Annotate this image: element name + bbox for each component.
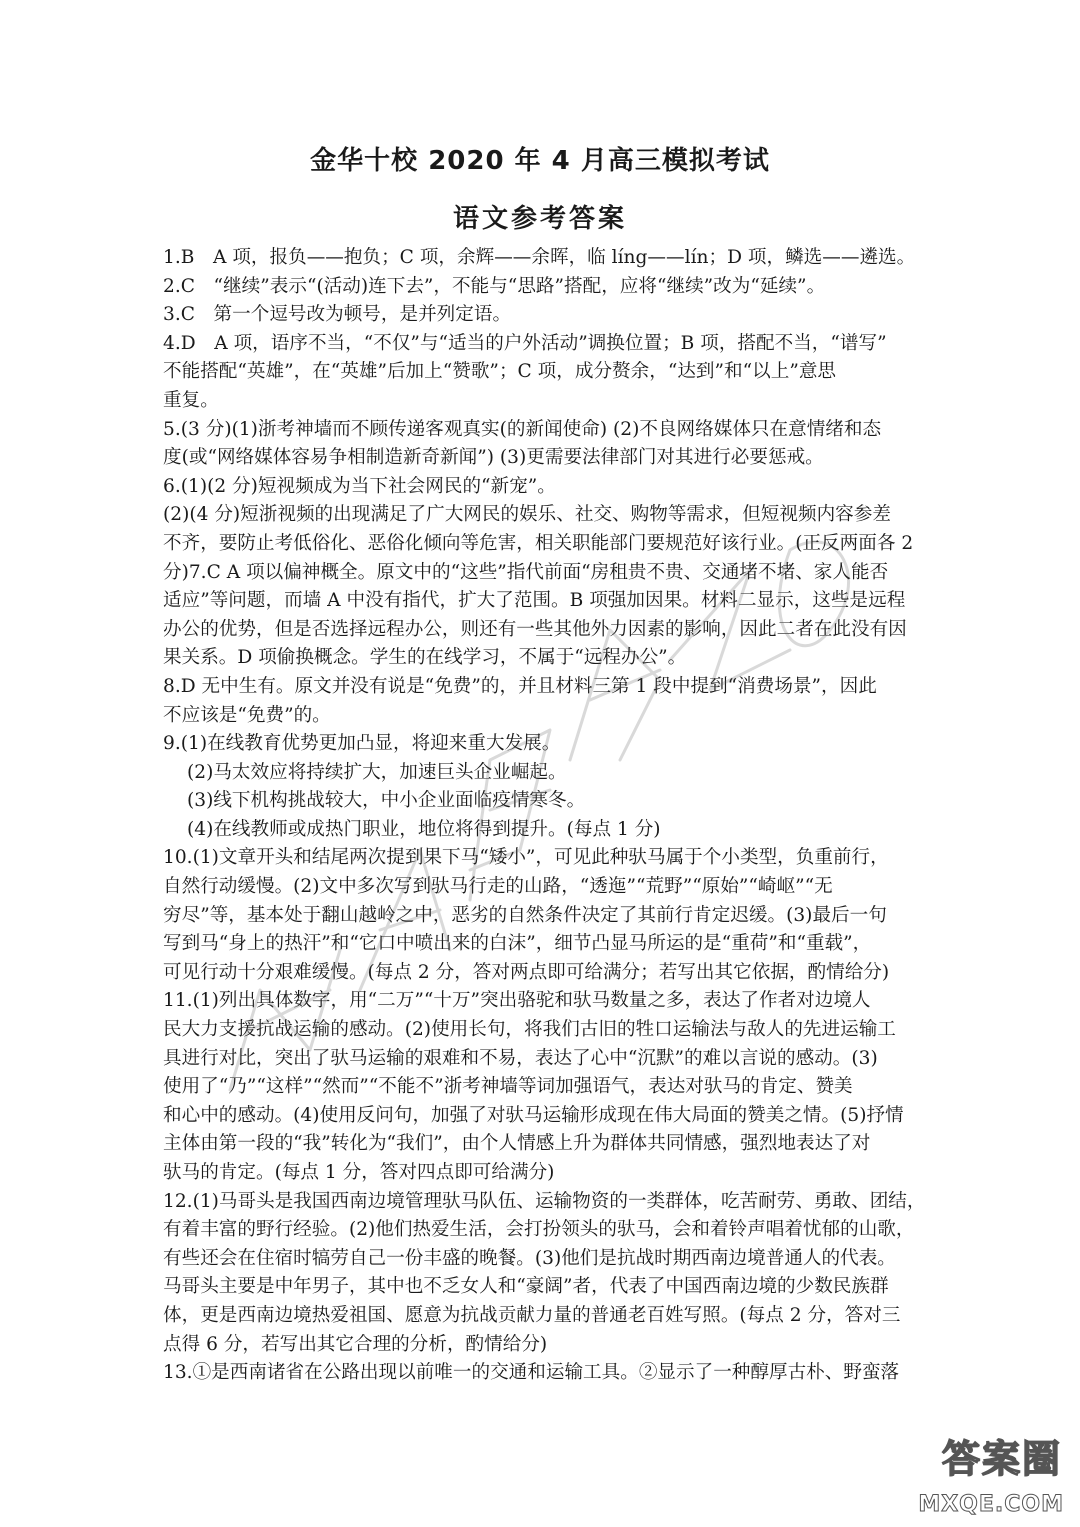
text-line: 不齐，要防止考低俗化、恶俗化倾向等危害，相关职能部门要规范好该行业。(正反两面各 2 [163, 532, 914, 554]
text-line: 重复。 [163, 389, 219, 411]
site-logo [884, 1437, 1074, 1523]
text-line: 适应”等问题，而墙 A 中没有指代，扩大了范围。B 项强加因果。材料二显示，这些是远程 [163, 590, 906, 612]
logo-text: 答案圈 [941, 1437, 1062, 1481]
text-line: 使用了“乃”“这样”“然而”“不能不”浙考神墙等词加强语气，表达对驮马的肯定、赞美 [163, 1076, 853, 1098]
text-line: 穷尽”等，基本处于翻山越岭之中，恶劣的自然条件决定了其前行肯定迟缓。(3)最后一句 [163, 904, 887, 926]
page-title: 金华十校 2020 年 4 月高三模拟考试 [310, 146, 770, 176]
text-line: 果关系。D 项偷换概念。学生的在线学习，不属于“远程办公”。 [163, 647, 687, 669]
text-line: 5.(3 分)(1)浙考神墙而不顾传递客观真实(的新闻使命) (2)不良网络媒体只在意情绪和态 [163, 418, 882, 440]
text-line: 不应该是“免费”的。 [163, 704, 331, 726]
text-line: 8.D 无中生有。原文并没有说是“免费”的，并且材料三第 1 段中提到“消费场景”，因此 [163, 675, 877, 697]
text-line: 有些还会在住宿时犒劳自己一份丰盛的晚餐。(3)他们是抗战时期西南边境普通人的代表。 [163, 1247, 896, 1269]
text-line: 和心中的感动。(4)使用反问句，加强了对驮马运输形成现在伟大局面的赞美之情。(5)抒情 [163, 1104, 904, 1126]
text-line: 马哥头主要是中年男子，其中也不乏女人和“豪阔”者，代表了中国西南边境的少数民族群 [163, 1276, 889, 1298]
text-line: 主体由第一段的“我”转化为“我们”，由个人情感上升为群体共同情感，强烈地表达了对 [163, 1133, 871, 1155]
text-line: 6.(1)(2 分)短视频成为当下社会网民的“新宠”。 [163, 475, 556, 497]
text-line: 驮马的肯定。(每点 1 分，答对四点即可给满分) [163, 1162, 555, 1183]
text-line: 民大力支援抗战运输的感动。(2)使用长句，将我们古旧的牲口运输法与敌人的先进运输工 [163, 1019, 896, 1041]
text-line: 12.(1)马哥头是我国西南边境管理驮马队伍、运输物资的一类群体，吃苦耐劳、勇敢、团结， [163, 1190, 926, 1212]
text-line: 写到马“身上的热汗”和“它口中喷出来的白沫”，细节凸显马所运的是“重荷”和“重载”， [163, 933, 872, 955]
text-line: 办公的优势，但是否选择远程办公，则还有一些其他外力因素的影响，因此二者在此没有因 [163, 618, 907, 640]
text-line: (4)在线教师或成热门职业，地位将得到提升。(每点 1 分) [187, 818, 661, 840]
text-line: 1.B A 项，报负——抱负；C 项，余辉——余晖，临 líng——lín；D 项，鳞选——遴选。 [163, 247, 916, 268]
text-line: 11.(1)列出具体数字，用“二万”“十万”突出骆驼和驮马数量之多，表达了作者对边境人 [163, 990, 871, 1012]
text-line: (2)马太效应将持续扩大，加速巨头企业崛起。 [187, 761, 567, 783]
text-line: 具进行对比，突出了驮马运输的艰难和不易，表达了心中“沉默”的难以言说的感动。(3) [163, 1047, 878, 1069]
text-line: 可见行动十分艰难缓慢。(每点 2 分，答对两点即可给满分；若写出其它依据，酌情给分) [163, 961, 890, 983]
text-line: 有着丰富的野行经验。(2)他们热爱生活，会打扮领头的驮马，会和着铃声唱着忧郁的山歌， [163, 1219, 915, 1241]
page-subtitle: 语文参考答案 [452, 204, 627, 234]
text-line: 2.C “继续”表示“(活动)连下去”，不能与“思路”搭配，应将“继续”改为“延续”。 [163, 275, 826, 297]
answer-text [163, 244, 926, 1388]
text-line: 13.①是西南诸省在公路出现以前唯一的交通和运输工具。②显示了一种醇厚古朴、野蛮落 [163, 1362, 900, 1384]
text-line: 不能搭配“英雄”，在“英雄”后加上“赞歌”；C 项，成分赘余，“达到”和“以上”意思 [163, 361, 837, 383]
text-line: (3)线下机构挑战较大，中小企业面临疫情寒冬。 [187, 790, 586, 812]
text-line: 9.(1)在线教育优势更加凸显，将迎来重大发展。 [163, 733, 561, 755]
text-line: 4.D A 项，语序不当，“不仅”与“适当的户外活动”调换位置；B 项，搭配不当，“谱写” [163, 332, 887, 354]
text-line: 度(或“网络媒体容易争相制造新奇新闻”) (3)更需要法律部门对其进行必要惩戒。 [163, 447, 824, 469]
text-line: 体，更是西南边境热爱祖国、愿意为抗战贡献力量的普通老百姓写照。(每点 2 分，答对三 [163, 1304, 901, 1326]
text-line: 10.(1)文章开头和结尾两次提到果下马“矮小”，可见此种驮马属于个小类型，负重前行， [163, 847, 889, 869]
text-line: (2)(4 分)短浙视频的出现满足了广大网民的娱乐、社交、购物等需求，但短视频内容参差 [163, 504, 891, 526]
text-line: 点得 6 分，若写出其它合理的分析，酌情给分) [163, 1333, 548, 1355]
logo-url: MXQE.COM [918, 1492, 1064, 1517]
text-line: 分)7.C A 项以偏神概全。原文中的“这些”指代前面“房租贵不贵、交通堵不堵、家人能否 [163, 561, 889, 583]
text-line: 3.C 第一个逗号改为顿号，是并列定语。 [163, 304, 512, 326]
text-line: 自然行动缓慢。(2)文中多次写到驮马行走的山路，“透迤”“荒野”“原始”“崎岖”“无 [163, 876, 833, 898]
